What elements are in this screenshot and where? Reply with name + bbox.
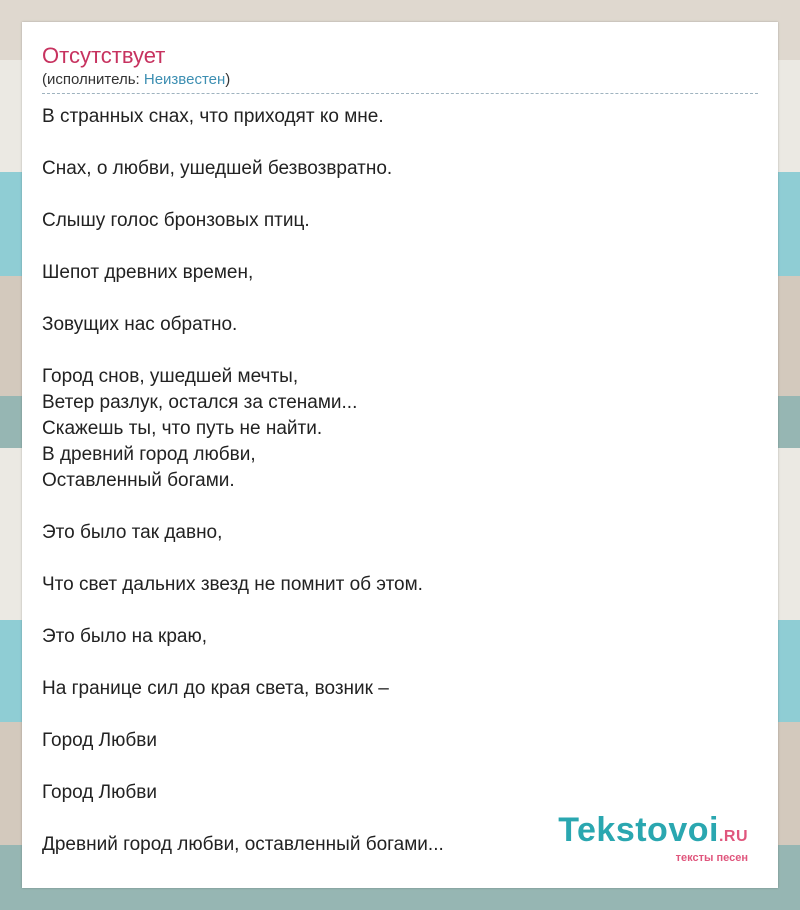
lyric-line: Город снов, ушедшей мечты,: [42, 366, 299, 387]
lyric-line: На границе сил до края света, возник –: [42, 678, 389, 699]
lyric-line: [42, 130, 758, 156]
artist-suffix: ): [225, 71, 231, 88]
lyric-line: Что свет дальних звезд не помнит об этом.: [42, 574, 423, 595]
lyric-line: Скажешь ты, что путь не найти.: [42, 418, 323, 439]
lyric-line: [42, 702, 758, 728]
lyric-line: [42, 754, 758, 780]
song-header: [42, 42, 758, 94]
lyrics-card: [22, 22, 778, 888]
lyric-line: В древний город любви,: [42, 444, 256, 465]
lyric-line: Снах, о любви, ушедшей безвозвратно.: [42, 158, 393, 179]
lyric-line: Это было так давно,: [42, 522, 223, 543]
lyric-line: Зовущих нас обратно.: [42, 314, 238, 335]
lyrics-text: [42, 104, 758, 858]
lyric-line: [42, 650, 758, 676]
song-title: Отсутствует: [42, 43, 166, 68]
artist-link[interactable]: Неизвестен: [143, 71, 226, 88]
lyric-line: Город Любви: [42, 730, 157, 751]
lyric-line: [42, 286, 758, 312]
lyric-line: Ветер разлук, остался за стенами...: [42, 392, 358, 413]
lyric-line: Это было на краю,: [42, 626, 207, 647]
logo-tagline: тексты песен: [675, 852, 748, 864]
lyric-line: Шепот древних времен,: [42, 262, 254, 283]
artist-info: [42, 70, 758, 90]
lyric-line: [42, 338, 758, 364]
logo-tld: .RU: [718, 828, 748, 845]
lyric-line: Слышу голос бронзовых птиц.: [42, 210, 310, 231]
lyric-line: [42, 234, 758, 260]
lyric-line: [42, 598, 758, 624]
lyric-line: Оставленный богами.: [42, 470, 235, 491]
lyric-line: Древний город любви, оставленный богами...: [42, 834, 444, 855]
lyric-line: [42, 546, 758, 572]
logo-name: Tekstovoi: [558, 811, 719, 849]
site-logo[interactable]: [558, 813, 748, 864]
logo-wordmark: [558, 813, 748, 854]
lyric-line: [42, 494, 758, 520]
lyric-line: Город Любви: [42, 782, 157, 803]
lyric-line: [42, 182, 758, 208]
lyric-line: В странных снах, что приходят ко мне.: [42, 106, 384, 127]
artist-prefix: (исполнитель:: [42, 71, 144, 88]
